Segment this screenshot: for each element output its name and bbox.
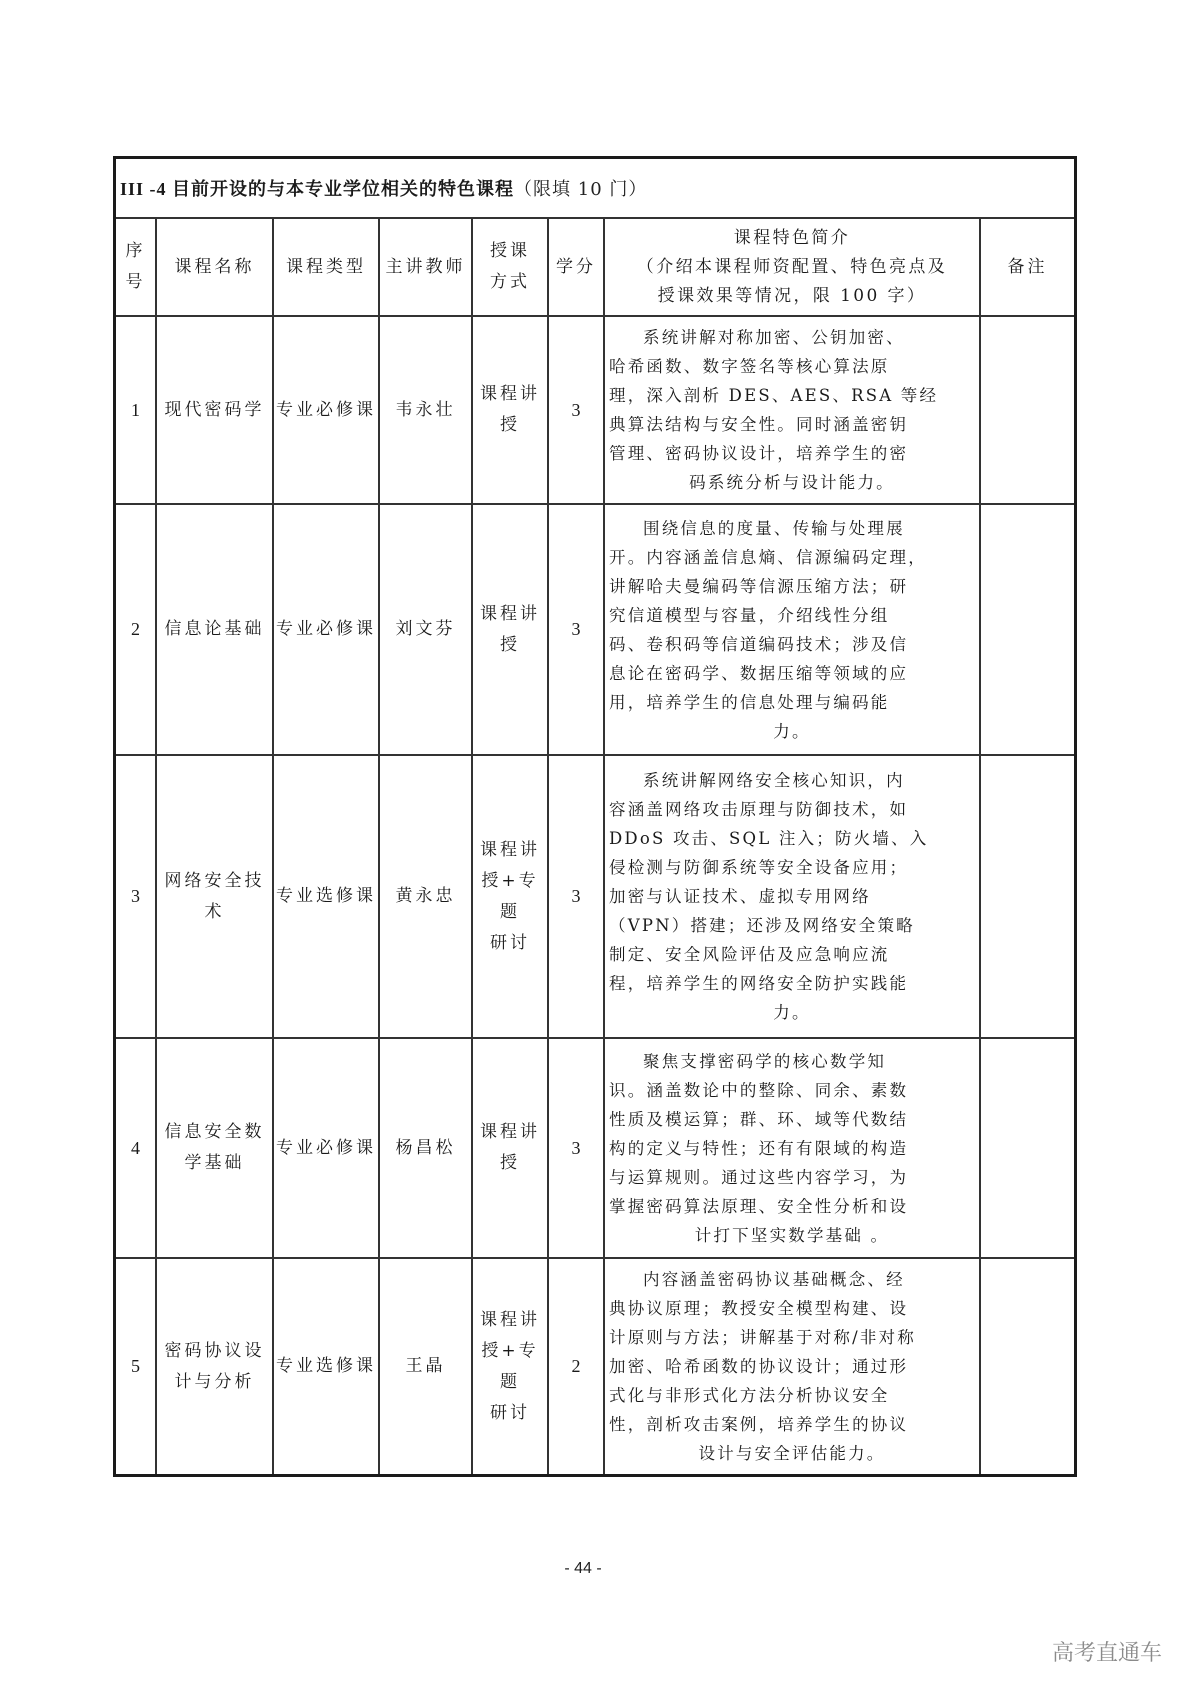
cell-teacher: 杨昌松 (379, 1038, 472, 1258)
cell-description (604, 1258, 980, 1474)
desc-line: 力。 (773, 1003, 811, 1022)
desc-line: 内容涵盖密码协议基础概念、经 (643, 1270, 905, 1289)
cell-teacher: 黄永忠 (379, 755, 472, 1038)
cell-course-name: 信息安全数 学基础 (156, 1038, 273, 1258)
section-title-note: （限填 10 门） (514, 179, 648, 200)
cell-course-type: 专业选修课 (273, 1258, 379, 1474)
cell-teaching-mode: 课程讲 授 (472, 504, 548, 755)
cell-teaching-mode: 课程讲 授 (472, 1038, 548, 1258)
cell-remark (980, 1258, 1074, 1474)
cell-index: 4 (116, 1038, 156, 1258)
cell-course-type: 专业选修课 (273, 755, 379, 1038)
desc-line: 识。涵盖数论中的整除、同余、素数 (609, 1080, 909, 1100)
desc-line: DDoS 攻击、SQL 注入；防火墙、入 (609, 829, 929, 848)
cell-index: 3 (116, 755, 156, 1038)
cell-credit: 2 (548, 1258, 604, 1474)
header-remark: 备注 (980, 219, 1074, 316)
desc-line: 构的定义与特性；还有有限域的构造 (609, 1138, 909, 1158)
cell-description (604, 504, 980, 755)
desc-line: 掌握密码算法原理、安全性分析和设 (609, 1196, 909, 1216)
cell-description (604, 316, 980, 504)
cell-course-name: 网络安全技 术 (156, 755, 273, 1038)
desc-line: 系统讲解对称加密、公钥加密、 (643, 328, 905, 347)
watermark-text: 高考直通车 (1052, 1641, 1163, 1666)
cell-course-type: 专业必修课 (273, 316, 379, 504)
cell-teaching-mode: 课程讲 授+专题 研讨 (472, 1258, 548, 1474)
desc-line: 系统讲解网络安全核心知识，内 (643, 771, 905, 790)
desc-line: 码系统分析与设计能力。 (689, 473, 895, 492)
desc-line: 与运算规则。通过这些内容学习，为 (609, 1167, 909, 1187)
desc-line: 制定、安全风险评估及应急响应流 (609, 945, 890, 964)
desc-line: 加密、哈希函数的协议设计；通过形 (609, 1357, 909, 1376)
desc-line: 息论在密码学、数据压缩等领域的应 (609, 663, 909, 683)
cell-course-name: 密码协议设 计与分析 (156, 1258, 273, 1474)
desc-line: 加密与认证技术、虚拟专用网络 (609, 887, 871, 906)
table-row (116, 316, 1074, 504)
cell-course-type: 专业必修课 (273, 504, 379, 755)
desc-line: 计原则与方法；讲解基于对称/非对称 (609, 1328, 916, 1347)
desc-line: 程，培养学生的网络安全防护实践能 (609, 974, 909, 993)
cell-credit: 3 (548, 755, 604, 1038)
desc-line: 计打下坚实数学基础 。 (694, 1225, 890, 1245)
desc-line: 哈希函数、数字签名等核心算法原 (609, 357, 890, 376)
courses-table (116, 219, 1074, 1474)
cell-description (604, 1038, 980, 1258)
desc-line: 性，剖析攻击案例，培养学生的协议 (609, 1415, 909, 1434)
header-type: 课程类型 (273, 219, 379, 316)
desc-line: 管理、密码协议设计，培养学生的密 (609, 444, 909, 463)
desc-line: 力。 (773, 721, 811, 741)
desc-line: 理，深入剖析 DES、AES、RSA 等经 (609, 386, 939, 405)
header-mode: 授课 方式 (472, 219, 548, 316)
cell-teacher: 韦永壮 (379, 316, 472, 504)
cell-index: 1 (116, 316, 156, 504)
cell-index: 2 (116, 504, 156, 755)
desc-line: （VPN）搭建；还涉及网络安全策略 (609, 916, 915, 935)
desc-line: 性质及模运算；群、环、域等代数结 (609, 1109, 909, 1129)
cell-remark (980, 1038, 1074, 1258)
cell-teaching-mode: 课程讲 授 (472, 316, 548, 504)
desc-line: 式化与非形式化方法分析协议安全 (609, 1386, 890, 1405)
cell-credit: 3 (548, 316, 604, 504)
header-credit: 学分 (548, 219, 604, 316)
section-title-main: III -4 目前开设的与本专业学位相关的特色课程 (120, 179, 515, 199)
desc-line: 讲解哈夫曼编码等信源压缩方法；研 (609, 576, 909, 596)
cell-teacher: 刘文芬 (379, 504, 472, 755)
page-number: - 44 - (564, 1560, 602, 1577)
table-row (116, 1038, 1074, 1258)
desc-line: 究信道模型与容量，介绍线性分组 (609, 605, 890, 625)
table-row (116, 504, 1074, 755)
header-desc: 课程特色简介 （介绍本课程师资配置、特色亮点及 授课效果等情况，限 100 字） (604, 219, 980, 316)
desc-line: 设计与安全评估能力。 (698, 1444, 886, 1463)
header-index: 序 号 (116, 219, 156, 316)
section-title (116, 159, 1074, 219)
desc-line: 用，培养学生的信息处理与编码能 (609, 692, 890, 712)
desc-line: 典协议原理；教授安全模型构建、设 (609, 1299, 909, 1318)
desc-line: 码、卷积码等信道编码技术；涉及信 (609, 634, 909, 654)
cell-teaching-mode: 课程讲 授+专题 研讨 (472, 755, 548, 1038)
cell-index: 5 (116, 1258, 156, 1474)
cell-remark (980, 755, 1074, 1038)
cell-course-name: 现代密码学 (156, 316, 273, 504)
desc-line: 典算法结构与安全性。同时涵盖密钥 (609, 415, 909, 434)
featured-courses-table (113, 156, 1077, 1477)
table-row (116, 755, 1074, 1038)
cell-remark (980, 316, 1074, 504)
cell-description (604, 755, 980, 1038)
cell-credit: 3 (548, 504, 604, 755)
cell-credit: 3 (548, 1038, 604, 1258)
header-row (116, 219, 1074, 316)
desc-line: 容涵盖网络攻击原理与防御技术，如 (609, 800, 909, 819)
cell-teacher: 王晶 (379, 1258, 472, 1474)
table-row (116, 1258, 1074, 1474)
header-name: 课程名称 (156, 219, 273, 316)
cell-course-type: 专业必修课 (273, 1038, 379, 1258)
desc-line: 围绕信息的度量、传输与处理展 (643, 518, 905, 538)
desc-line: 开。内容涵盖信息熵、信源编码定理， (609, 547, 927, 567)
desc-line: 侵检测与防御系统等安全设备应用； (609, 858, 909, 877)
header-teacher: 主讲教师 (379, 219, 472, 316)
desc-line: 聚焦支撑密码学的核心数学知 (643, 1051, 887, 1071)
cell-course-name: 信息论基础 (156, 504, 273, 755)
cell-remark (980, 504, 1074, 755)
